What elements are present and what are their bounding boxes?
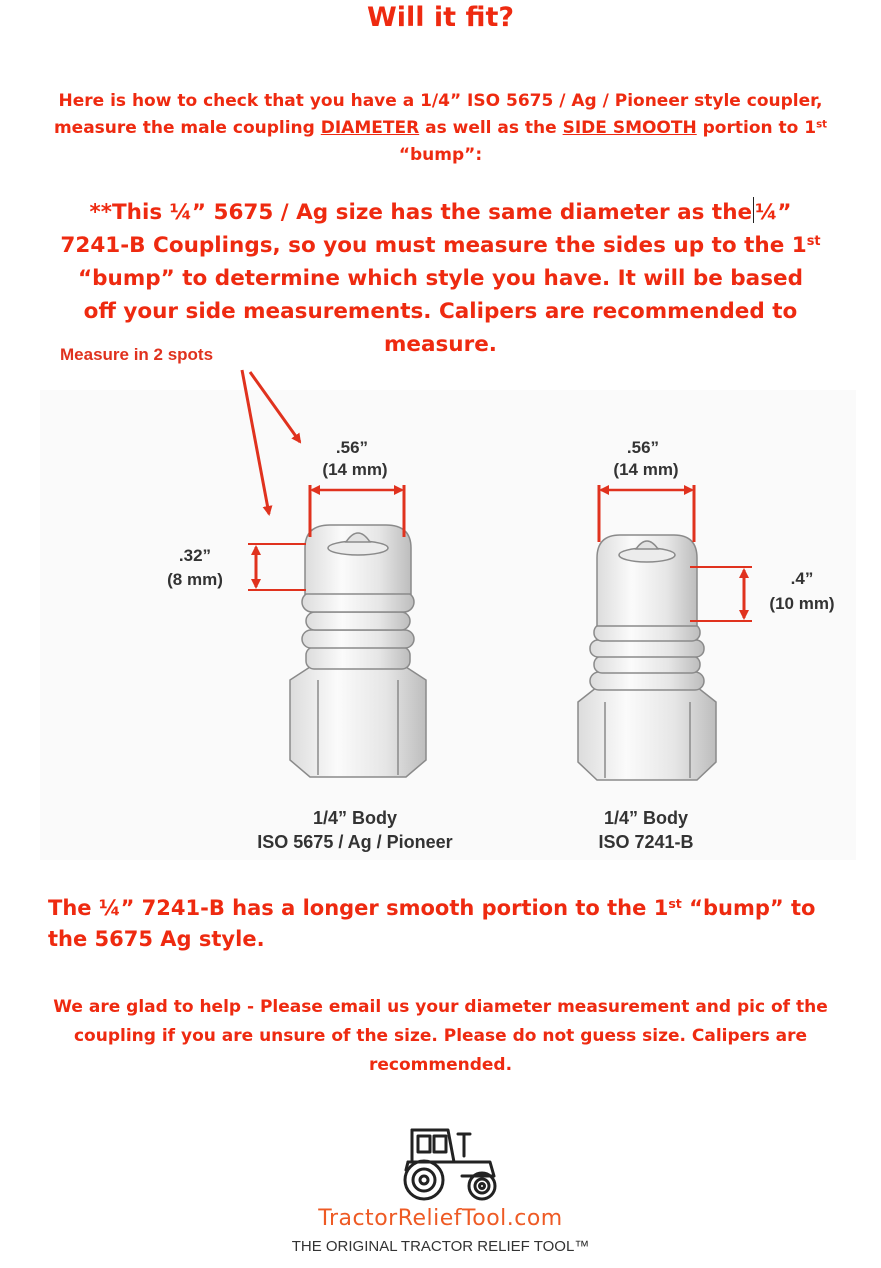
left-side-inches: .32”	[178, 546, 212, 565]
right-caption-body: 1/4” Body	[603, 808, 689, 828]
text-cursor	[753, 197, 754, 223]
tractor-icon	[396, 1118, 506, 1206]
help-message: We are glad to help - Please email us your diameter measurement and pic of the coupling if you are unsure of the size. Please do not guess size. Calipers are recommended.	[53, 997, 828, 1075]
right-caption-standard: ISO 7241-B	[598, 832, 694, 852]
left-diameter-mm: (14 mm)	[322, 460, 388, 479]
left-side-mm: (8 mm)	[167, 570, 223, 589]
left-diameter-inches: .56”	[335, 438, 369, 457]
coupling-measurement-diagram	[0, 330, 881, 870]
diameter-emphasis: DIAMETER	[320, 118, 420, 138]
brand-name-link[interactable]: TractorReliefTool.com	[318, 1206, 563, 1231]
same-diameter-note: **This ¼” 5675 / Ag size has the same diameter as the ¼” 7241-B Couplings, so you must measure the sides up to the 1st “bump” to determine which style you have. It will be based off your side measurements. Calipers are recommended to measure.	[60, 196, 821, 361]
right-side-inches: .4”	[790, 569, 814, 588]
left-caption-body: 1/4” Body	[312, 808, 398, 828]
measure-in-2-spots-label: Measure in 2 spots	[60, 345, 214, 364]
right-diameter-inches: .56”	[626, 438, 660, 457]
right-side-mm: (10 mm)	[769, 594, 835, 613]
intro-paragraph: Here is how to check that you have a 1/4” ISO 5675 / Ag / Pioneer style coupler, measure the male coupling DIAMETER as well as the SIDE SMOOTH portion to 1st “bump”:	[53, 91, 828, 165]
brand-tagline: THE ORIGINAL TRACTOR RELIEF TOOL™	[291, 1238, 590, 1255]
right-diameter-mm: (14 mm)	[613, 460, 679, 479]
coupling-7241b-drawing	[578, 535, 716, 780]
coupling-5675-drawing	[290, 525, 426, 777]
page-title: Will it fit?	[366, 2, 515, 33]
side-smooth-emphasis: SIDE SMOOTH	[562, 118, 697, 138]
comparison-statement: The ¼” 7241-B has a longer smooth portion to the 1st “bump” to the 5675 Ag style.	[48, 896, 816, 951]
left-caption-standard: ISO 5675 / Ag / Pioneer	[257, 832, 453, 852]
